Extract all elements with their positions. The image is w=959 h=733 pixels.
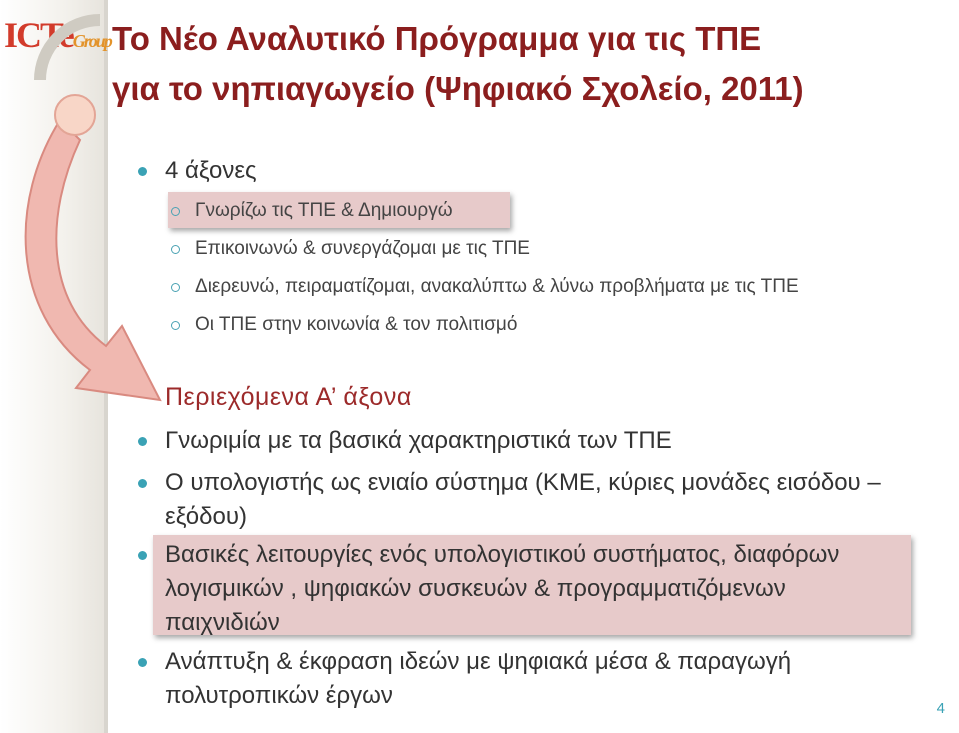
axis-item-text: Γνωρίζω τις ΤΠΕ & Δημιουργώ (195, 200, 453, 221)
page-number: 4 (936, 700, 945, 717)
content-item (165, 424, 925, 458)
axes-heading-item (165, 154, 257, 188)
axis-item-text: Επικοινωνώ & συνεργάζομαι με τις ΤΠΕ (195, 238, 530, 259)
title-line-2: για το νηπιαγωγείο (Ψηφιακό Σχολείο, 2011) (112, 70, 804, 107)
content-item (165, 466, 925, 534)
axis-item (195, 274, 799, 300)
ring-bullet-icon (171, 321, 180, 330)
axis-item (195, 198, 453, 224)
ring-bullet-icon (171, 207, 180, 216)
axis-item-text: Οι ΤΠΕ στην κοινωνία & τον πολιτισμό (195, 314, 518, 335)
content-item-text: Βασικές λειτουργίες ενός υπολογιστικού συστήματος, διαφόρων λογισμικών , ψηφιακών συσκευών & προγραμματιζόμενων παιχνιδιών (165, 541, 840, 636)
logo-text: ICTe (4, 15, 73, 55)
content-item (165, 645, 885, 713)
ring-bullet-icon (171, 283, 180, 292)
content-item-text: Γνωριμία με τα βασικά χαρακτηριστικά των ΤΠΕ (165, 427, 672, 454)
axis-item (195, 312, 517, 338)
content-item-text: Ανάπτυξη & έκφραση ιδεών με ψηφιακά μέσα & παραγωγή πολυτροπικών έργων (165, 648, 792, 709)
axis-item (195, 236, 530, 262)
ring-bullet-icon (171, 245, 180, 254)
page-title (112, 14, 952, 114)
bullet-icon (138, 437, 147, 446)
bullet-icon (138, 658, 147, 667)
axes-heading: 4 άξονες (165, 157, 257, 184)
contents-heading: Περιεχόμενα Α’ άξονα (165, 383, 412, 411)
title-line-1: Το Νέο Αναλυτικό Πρόγραμμα για τις ΤΠΕ (112, 20, 762, 57)
content-item (165, 538, 905, 640)
bullet-icon (138, 551, 147, 560)
content-item-text: Ο υπολογιστής ως ενιαίο σύστημα (ΚΜΕ, κύριες μονάδες εισόδου – εξόδου) (165, 469, 881, 530)
bullet-icon (138, 167, 147, 176)
axis-item-text: Διερευνώ, πειραματίζομαι, ανακαλύπτω & λύνω προβλήματα με τις ΤΠΕ (195, 276, 799, 297)
bullet-icon (138, 479, 147, 488)
logo-suffix: Group (72, 31, 111, 51)
